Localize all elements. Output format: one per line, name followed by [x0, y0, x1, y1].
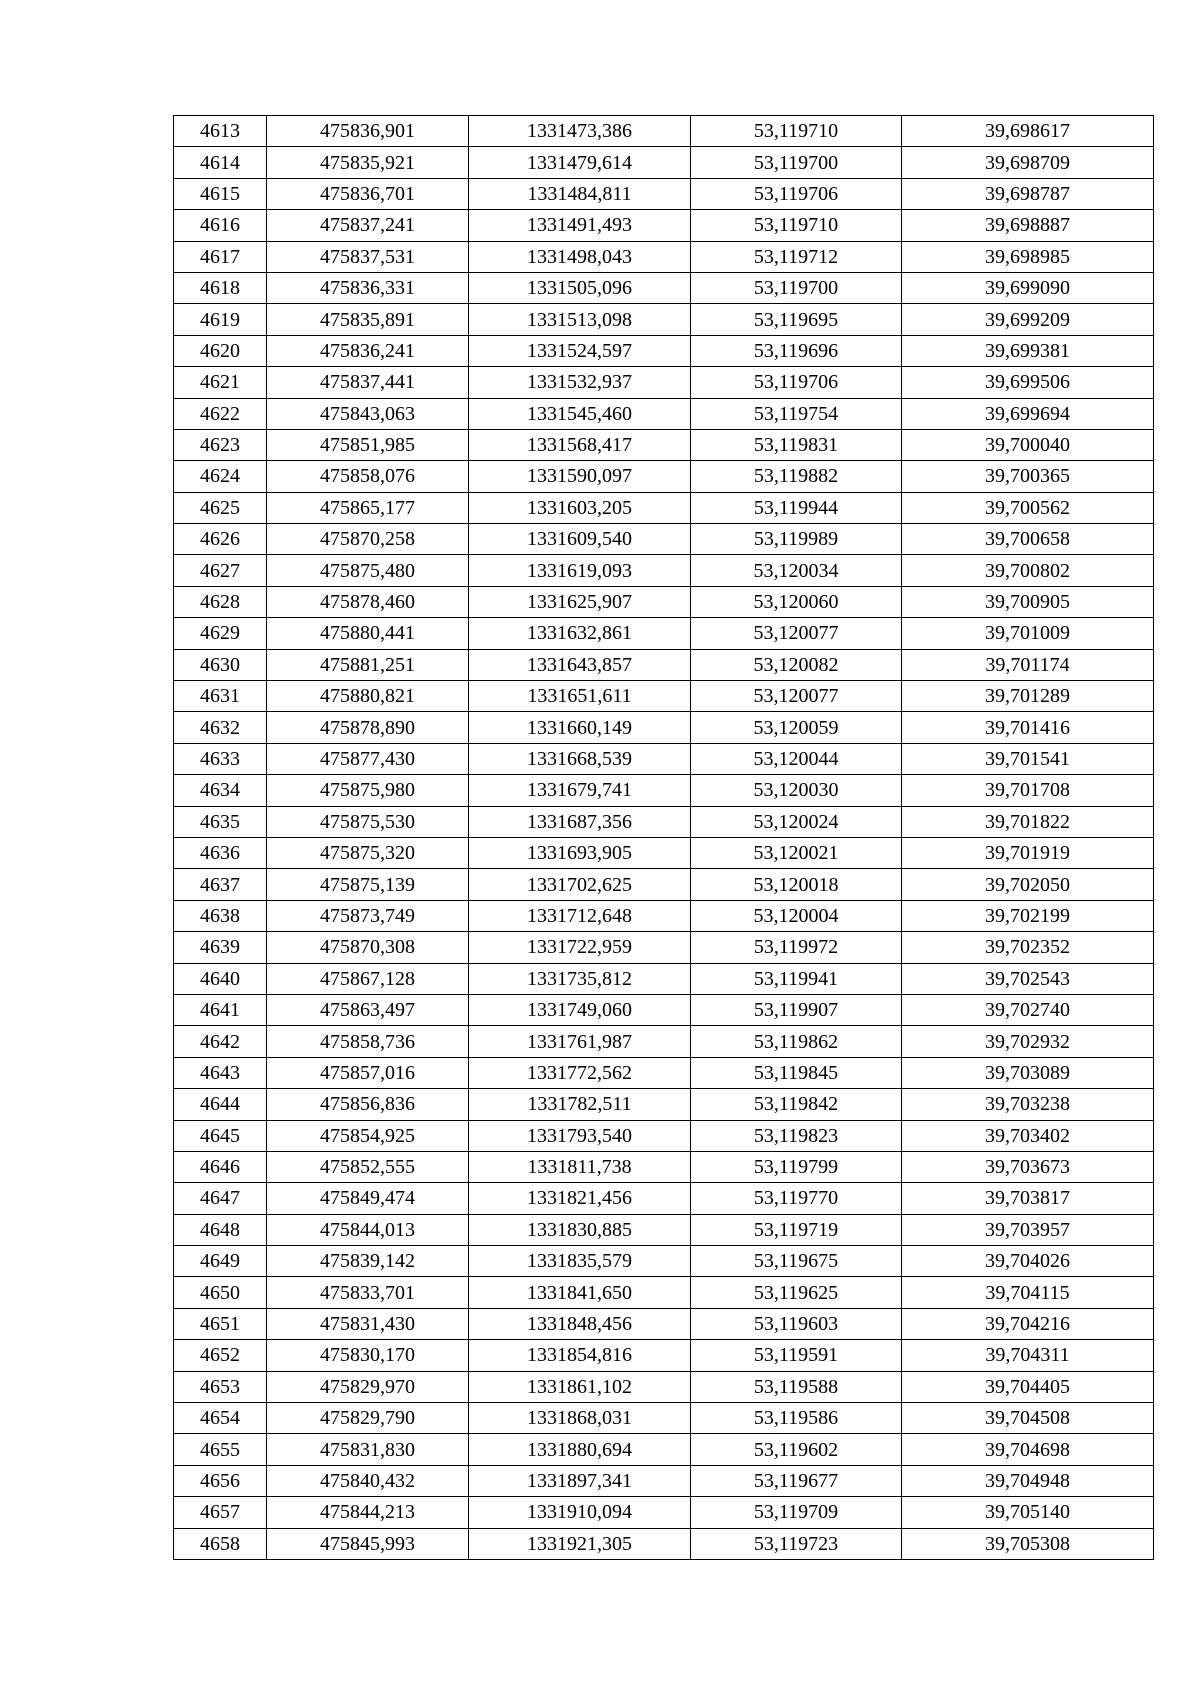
longitude-cell: 39,703817 [902, 1183, 1154, 1214]
y-coordinate-cell: 1331897,341 [469, 1465, 691, 1496]
table-row [174, 272, 1154, 303]
point-number-cell: 4657 [174, 1497, 267, 1528]
longitude-cell: 39,699090 [902, 272, 1154, 303]
table-row [174, 994, 1154, 1025]
y-coordinate-cell: 1331484,811 [469, 178, 691, 209]
longitude-cell: 39,703089 [902, 1057, 1154, 1088]
y-coordinate-cell: 1331505,096 [469, 272, 691, 303]
longitude-cell: 39,700905 [902, 586, 1154, 617]
longitude-cell: 39,703957 [902, 1214, 1154, 1245]
point-number-cell: 4658 [174, 1528, 267, 1559]
y-coordinate-cell: 1331643,857 [469, 649, 691, 680]
latitude-cell: 53,120030 [691, 775, 902, 806]
latitude-cell: 53,120024 [691, 806, 902, 837]
table-row [174, 1151, 1154, 1182]
table-row [174, 1371, 1154, 1402]
latitude-cell: 53,119602 [691, 1434, 902, 1465]
table-row [174, 461, 1154, 492]
y-coordinate-cell: 1331712,648 [469, 900, 691, 931]
table-row [174, 1308, 1154, 1339]
latitude-cell: 53,119696 [691, 335, 902, 366]
longitude-cell: 39,701708 [902, 775, 1154, 806]
longitude-cell: 39,704216 [902, 1308, 1154, 1339]
x-coordinate-cell: 475844,213 [267, 1497, 469, 1528]
longitude-cell: 39,705140 [902, 1497, 1154, 1528]
x-coordinate-cell: 475836,701 [267, 178, 469, 209]
x-coordinate-cell: 475854,925 [267, 1120, 469, 1151]
longitude-cell: 39,704115 [902, 1277, 1154, 1308]
point-number-cell: 4649 [174, 1246, 267, 1277]
latitude-cell: 53,120021 [691, 837, 902, 868]
x-coordinate-cell: 475858,076 [267, 461, 469, 492]
table-row [174, 210, 1154, 241]
y-coordinate-cell: 1331772,562 [469, 1057, 691, 1088]
y-coordinate-cell: 1331722,959 [469, 932, 691, 963]
latitude-cell: 53,120060 [691, 586, 902, 617]
coordinates-table [173, 115, 1154, 1560]
latitude-cell: 53,119586 [691, 1403, 902, 1434]
table-row [174, 178, 1154, 209]
point-number-cell: 4629 [174, 618, 267, 649]
latitude-cell: 53,119799 [691, 1151, 902, 1182]
point-number-cell: 4643 [174, 1057, 267, 1088]
y-coordinate-cell: 1331735,812 [469, 963, 691, 994]
latitude-cell: 53,120004 [691, 900, 902, 931]
table-row [174, 367, 1154, 398]
y-coordinate-cell: 1331921,305 [469, 1528, 691, 1559]
point-number-cell: 4631 [174, 681, 267, 712]
point-number-cell: 4633 [174, 743, 267, 774]
latitude-cell: 53,119625 [691, 1277, 902, 1308]
point-number-cell: 4624 [174, 461, 267, 492]
x-coordinate-cell: 475836,331 [267, 272, 469, 303]
longitude-cell: 39,704311 [902, 1340, 1154, 1371]
y-coordinate-cell: 1331491,493 [469, 210, 691, 241]
table-row [174, 869, 1154, 900]
longitude-cell: 39,702199 [902, 900, 1154, 931]
y-coordinate-cell: 1331693,905 [469, 837, 691, 868]
point-number-cell: 4635 [174, 806, 267, 837]
table-row [174, 775, 1154, 806]
x-coordinate-cell: 475863,497 [267, 994, 469, 1025]
x-coordinate-cell: 475840,432 [267, 1465, 469, 1496]
y-coordinate-cell: 1331835,579 [469, 1246, 691, 1277]
latitude-cell: 53,119700 [691, 272, 902, 303]
longitude-cell: 39,700365 [902, 461, 1154, 492]
table-row [174, 1434, 1154, 1465]
y-coordinate-cell: 1331811,738 [469, 1151, 691, 1182]
y-coordinate-cell: 1331625,907 [469, 586, 691, 617]
y-coordinate-cell: 1331545,460 [469, 398, 691, 429]
latitude-cell: 53,120082 [691, 649, 902, 680]
x-coordinate-cell: 475875,530 [267, 806, 469, 837]
table-row [174, 1026, 1154, 1057]
y-coordinate-cell: 1331782,511 [469, 1089, 691, 1120]
longitude-cell: 39,698787 [902, 178, 1154, 209]
point-number-cell: 4618 [174, 272, 267, 303]
point-number-cell: 4636 [174, 837, 267, 868]
table-row [174, 241, 1154, 272]
x-coordinate-cell: 475865,177 [267, 492, 469, 523]
x-coordinate-cell: 475878,460 [267, 586, 469, 617]
x-coordinate-cell: 475837,441 [267, 367, 469, 398]
longitude-cell: 39,701919 [902, 837, 1154, 868]
x-coordinate-cell: 475837,241 [267, 210, 469, 241]
table-row [174, 712, 1154, 743]
longitude-cell: 39,698709 [902, 147, 1154, 178]
latitude-cell: 53,120077 [691, 618, 902, 649]
latitude-cell: 53,119944 [691, 492, 902, 523]
point-number-cell: 4617 [174, 241, 267, 272]
point-number-cell: 4619 [174, 304, 267, 335]
longitude-cell: 39,705308 [902, 1528, 1154, 1559]
x-coordinate-cell: 475875,320 [267, 837, 469, 868]
longitude-cell: 39,704026 [902, 1246, 1154, 1277]
y-coordinate-cell: 1331473,386 [469, 116, 691, 147]
latitude-cell: 53,119712 [691, 241, 902, 272]
point-number-cell: 4623 [174, 429, 267, 460]
x-coordinate-cell: 475839,142 [267, 1246, 469, 1277]
y-coordinate-cell: 1331532,937 [469, 367, 691, 398]
point-number-cell: 4614 [174, 147, 267, 178]
point-number-cell: 4620 [174, 335, 267, 366]
y-coordinate-cell: 1331841,650 [469, 1277, 691, 1308]
y-coordinate-cell: 1331479,614 [469, 147, 691, 178]
x-coordinate-cell: 475837,531 [267, 241, 469, 272]
x-coordinate-cell: 475831,830 [267, 1434, 469, 1465]
x-coordinate-cell: 475877,430 [267, 743, 469, 774]
longitude-cell: 39,699209 [902, 304, 1154, 335]
x-coordinate-cell: 475831,430 [267, 1308, 469, 1339]
table-row [174, 1528, 1154, 1559]
longitude-cell: 39,703673 [902, 1151, 1154, 1182]
latitude-cell: 53,119603 [691, 1308, 902, 1339]
table-row [174, 1214, 1154, 1245]
latitude-cell: 53,119941 [691, 963, 902, 994]
table-row [174, 932, 1154, 963]
x-coordinate-cell: 475851,985 [267, 429, 469, 460]
x-coordinate-cell: 475829,790 [267, 1403, 469, 1434]
table-row [174, 681, 1154, 712]
point-number-cell: 4634 [174, 775, 267, 806]
x-coordinate-cell: 475833,701 [267, 1277, 469, 1308]
point-number-cell: 4625 [174, 492, 267, 523]
point-number-cell: 4650 [174, 1277, 267, 1308]
longitude-cell: 39,698887 [902, 210, 1154, 241]
point-number-cell: 4626 [174, 524, 267, 555]
latitude-cell: 53,119719 [691, 1214, 902, 1245]
y-coordinate-cell: 1331619,093 [469, 555, 691, 586]
longitude-cell: 39,702932 [902, 1026, 1154, 1057]
longitude-cell: 39,700658 [902, 524, 1154, 555]
latitude-cell: 53,120034 [691, 555, 902, 586]
table-row [174, 555, 1154, 586]
point-number-cell: 4638 [174, 900, 267, 931]
latitude-cell: 53,119677 [691, 1465, 902, 1496]
x-coordinate-cell: 475875,139 [267, 869, 469, 900]
point-number-cell: 4644 [174, 1089, 267, 1120]
longitude-cell: 39,701009 [902, 618, 1154, 649]
point-number-cell: 4648 [174, 1214, 267, 1245]
longitude-cell: 39,701822 [902, 806, 1154, 837]
x-coordinate-cell: 475843,063 [267, 398, 469, 429]
latitude-cell: 53,119675 [691, 1246, 902, 1277]
x-coordinate-cell: 475836,901 [267, 116, 469, 147]
y-coordinate-cell: 1331880,694 [469, 1434, 691, 1465]
longitude-cell: 39,701174 [902, 649, 1154, 680]
x-coordinate-cell: 475845,993 [267, 1528, 469, 1559]
longitude-cell: 39,699506 [902, 367, 1154, 398]
point-number-cell: 4640 [174, 963, 267, 994]
latitude-cell: 53,119709 [691, 1497, 902, 1528]
y-coordinate-cell: 1331668,539 [469, 743, 691, 774]
point-number-cell: 4647 [174, 1183, 267, 1214]
table-row [174, 649, 1154, 680]
x-coordinate-cell: 475875,980 [267, 775, 469, 806]
table-row [174, 304, 1154, 335]
x-coordinate-cell: 475844,013 [267, 1214, 469, 1245]
point-number-cell: 4637 [174, 869, 267, 900]
table-row [174, 586, 1154, 617]
longitude-cell: 39,701541 [902, 743, 1154, 774]
longitude-cell: 39,703402 [902, 1120, 1154, 1151]
y-coordinate-cell: 1331793,540 [469, 1120, 691, 1151]
table-row [174, 1089, 1154, 1120]
longitude-cell: 39,703238 [902, 1089, 1154, 1120]
latitude-cell: 53,119845 [691, 1057, 902, 1088]
x-coordinate-cell: 475830,170 [267, 1340, 469, 1371]
longitude-cell: 39,702050 [902, 869, 1154, 900]
point-number-cell: 4655 [174, 1434, 267, 1465]
table-row [174, 1277, 1154, 1308]
latitude-cell: 53,119588 [691, 1371, 902, 1402]
table-row [174, 618, 1154, 649]
x-coordinate-cell: 475852,555 [267, 1151, 469, 1182]
y-coordinate-cell: 1331821,456 [469, 1183, 691, 1214]
y-coordinate-cell: 1331679,741 [469, 775, 691, 806]
table-row [174, 524, 1154, 555]
y-coordinate-cell: 1331868,031 [469, 1403, 691, 1434]
latitude-cell: 53,120059 [691, 712, 902, 743]
longitude-cell: 39,704405 [902, 1371, 1154, 1402]
point-number-cell: 4652 [174, 1340, 267, 1371]
point-number-cell: 4628 [174, 586, 267, 617]
longitude-cell: 39,700802 [902, 555, 1154, 586]
x-coordinate-cell: 475870,308 [267, 932, 469, 963]
x-coordinate-cell: 475875,480 [267, 555, 469, 586]
latitude-cell: 53,119972 [691, 932, 902, 963]
y-coordinate-cell: 1331749,060 [469, 994, 691, 1025]
table-row [174, 963, 1154, 994]
y-coordinate-cell: 1331603,205 [469, 492, 691, 523]
latitude-cell: 53,119907 [691, 994, 902, 1025]
latitude-cell: 53,119706 [691, 178, 902, 209]
longitude-cell: 39,702543 [902, 963, 1154, 994]
y-coordinate-cell: 1331854,816 [469, 1340, 691, 1371]
table-row [174, 1340, 1154, 1371]
y-coordinate-cell: 1331568,417 [469, 429, 691, 460]
point-number-cell: 4656 [174, 1465, 267, 1496]
y-coordinate-cell: 1331687,356 [469, 806, 691, 837]
point-number-cell: 4630 [174, 649, 267, 680]
x-coordinate-cell: 475870,258 [267, 524, 469, 555]
x-coordinate-cell: 475881,251 [267, 649, 469, 680]
longitude-cell: 39,698985 [902, 241, 1154, 272]
longitude-cell: 39,704698 [902, 1434, 1154, 1465]
y-coordinate-cell: 1331910,094 [469, 1497, 691, 1528]
table-row [174, 743, 1154, 774]
table-row [174, 1465, 1154, 1496]
longitude-cell: 39,702740 [902, 994, 1154, 1025]
x-coordinate-cell: 475856,836 [267, 1089, 469, 1120]
latitude-cell: 53,120044 [691, 743, 902, 774]
latitude-cell: 53,119710 [691, 210, 902, 241]
table-row [174, 492, 1154, 523]
latitude-cell: 53,119710 [691, 116, 902, 147]
y-coordinate-cell: 1331609,540 [469, 524, 691, 555]
y-coordinate-cell: 1331513,098 [469, 304, 691, 335]
latitude-cell: 53,119700 [691, 147, 902, 178]
x-coordinate-cell: 475835,891 [267, 304, 469, 335]
point-number-cell: 4639 [174, 932, 267, 963]
y-coordinate-cell: 1331524,597 [469, 335, 691, 366]
table-row [174, 1183, 1154, 1214]
point-number-cell: 4654 [174, 1403, 267, 1434]
y-coordinate-cell: 1331651,611 [469, 681, 691, 712]
y-coordinate-cell: 1331848,456 [469, 1308, 691, 1339]
longitude-cell: 39,704948 [902, 1465, 1154, 1496]
table-row [174, 806, 1154, 837]
table-row [174, 1497, 1154, 1528]
point-number-cell: 4621 [174, 367, 267, 398]
longitude-cell: 39,700562 [902, 492, 1154, 523]
x-coordinate-cell: 475880,821 [267, 681, 469, 712]
table-row [174, 837, 1154, 868]
latitude-cell: 53,119989 [691, 524, 902, 555]
point-number-cell: 4645 [174, 1120, 267, 1151]
latitude-cell: 53,119770 [691, 1183, 902, 1214]
latitude-cell: 53,119723 [691, 1528, 902, 1559]
table-row [174, 429, 1154, 460]
table-row [174, 1057, 1154, 1088]
point-number-cell: 4632 [174, 712, 267, 743]
x-coordinate-cell: 475878,890 [267, 712, 469, 743]
latitude-cell: 53,119695 [691, 304, 902, 335]
longitude-cell: 39,701416 [902, 712, 1154, 743]
latitude-cell: 53,119882 [691, 461, 902, 492]
point-number-cell: 4622 [174, 398, 267, 429]
table-row [174, 398, 1154, 429]
table-row [174, 1403, 1154, 1434]
latitude-cell: 53,119706 [691, 367, 902, 398]
point-number-cell: 4642 [174, 1026, 267, 1057]
longitude-cell: 39,699381 [902, 335, 1154, 366]
x-coordinate-cell: 475835,921 [267, 147, 469, 178]
y-coordinate-cell: 1331861,102 [469, 1371, 691, 1402]
latitude-cell: 53,119591 [691, 1340, 902, 1371]
longitude-cell: 39,704508 [902, 1403, 1154, 1434]
latitude-cell: 53,120018 [691, 869, 902, 900]
table-row [174, 116, 1154, 147]
latitude-cell: 53,119842 [691, 1089, 902, 1120]
latitude-cell: 53,120077 [691, 681, 902, 712]
y-coordinate-cell: 1331632,861 [469, 618, 691, 649]
longitude-cell: 39,698617 [902, 116, 1154, 147]
table-row [174, 335, 1154, 366]
point-number-cell: 4646 [174, 1151, 267, 1182]
table-row [174, 1246, 1154, 1277]
y-coordinate-cell: 1331702,625 [469, 869, 691, 900]
longitude-cell: 39,702352 [902, 932, 1154, 963]
y-coordinate-cell: 1331498,043 [469, 241, 691, 272]
latitude-cell: 53,119862 [691, 1026, 902, 1057]
x-coordinate-cell: 475873,749 [267, 900, 469, 931]
coordinates-table-body [174, 116, 1154, 1560]
point-number-cell: 4651 [174, 1308, 267, 1339]
latitude-cell: 53,119823 [691, 1120, 902, 1151]
x-coordinate-cell: 475829,970 [267, 1371, 469, 1402]
y-coordinate-cell: 1331830,885 [469, 1214, 691, 1245]
point-number-cell: 4627 [174, 555, 267, 586]
y-coordinate-cell: 1331761,987 [469, 1026, 691, 1057]
x-coordinate-cell: 475857,016 [267, 1057, 469, 1088]
y-coordinate-cell: 1331590,097 [469, 461, 691, 492]
longitude-cell: 39,699694 [902, 398, 1154, 429]
point-number-cell: 4615 [174, 178, 267, 209]
x-coordinate-cell: 475867,128 [267, 963, 469, 994]
point-number-cell: 4653 [174, 1371, 267, 1402]
point-number-cell: 4641 [174, 994, 267, 1025]
longitude-cell: 39,700040 [902, 429, 1154, 460]
point-number-cell: 4616 [174, 210, 267, 241]
latitude-cell: 53,119831 [691, 429, 902, 460]
x-coordinate-cell: 475836,241 [267, 335, 469, 366]
y-coordinate-cell: 1331660,149 [469, 712, 691, 743]
point-number-cell: 4613 [174, 116, 267, 147]
x-coordinate-cell: 475858,736 [267, 1026, 469, 1057]
table-row [174, 147, 1154, 178]
x-coordinate-cell: 475880,441 [267, 618, 469, 649]
x-coordinate-cell: 475849,474 [267, 1183, 469, 1214]
table-row [174, 900, 1154, 931]
latitude-cell: 53,119754 [691, 398, 902, 429]
table-row [174, 1120, 1154, 1151]
longitude-cell: 39,701289 [902, 681, 1154, 712]
